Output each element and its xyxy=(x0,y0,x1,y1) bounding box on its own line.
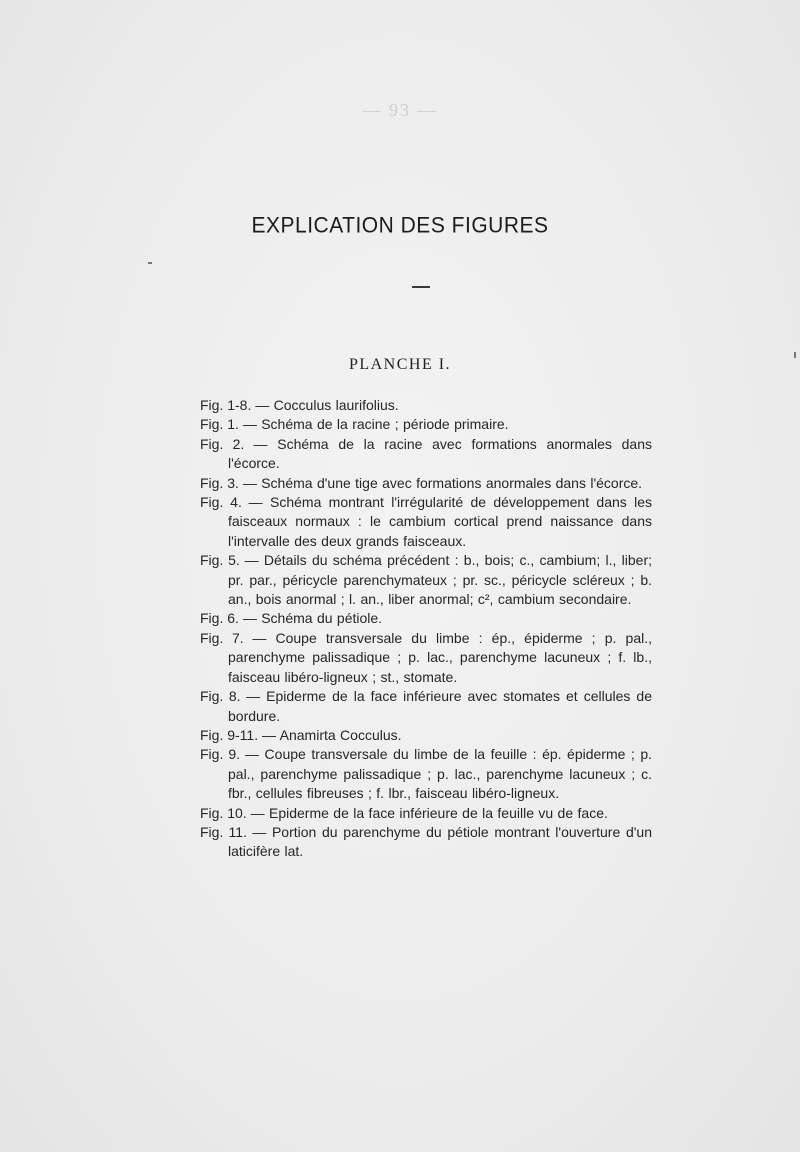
figure-description: — Détails du schéma précédent : b., bois; c., cambium; l., liber; pr. par., péricycle parenchymateux ; pr. sc., péricycle scléreux ; b. an., bois anormal ; l. an., liber anormal; c², cambium secondaire. xyxy=(228,552,653,608)
page-edge-mark xyxy=(148,262,152,264)
figure-description: — Schéma d'une tige avec formations anormales dans l'écorce. xyxy=(242,474,643,491)
figure-label: Fig. 9-11. xyxy=(200,726,259,743)
figure-label: Fig. 6. xyxy=(200,610,239,627)
figure-entry xyxy=(200,493,652,551)
figure-description: — Cocculus laurifolius. xyxy=(255,397,399,413)
figure-label: Fig. 5. xyxy=(200,552,240,569)
figure-entry xyxy=(200,396,652,415)
figure-label: Fig. 2. xyxy=(200,435,245,452)
figure-entry xyxy=(200,415,652,434)
figure-description: — Coupe transversale du limbe de la feuille : ép. épiderme ; p. pal., parenchyme palissadique ; p. lac., parenchyme lacuneux ; c. fbr., cellules fibreuses ; f. lbr., faisceau libéro-ligneux. xyxy=(228,746,652,802)
figure-description: — Portion du parenchyme du pétiole montrant l'ouverture d'un laticifère lat. xyxy=(228,823,652,860)
figure-entry xyxy=(200,823,652,862)
figure-label: Fig. 7. xyxy=(200,629,244,646)
figure-label: Fig. 4. xyxy=(200,494,242,511)
figure-entry xyxy=(200,551,652,609)
figure-description: — Coupe transversale du limbe : ép., épiderme ; p. pal., parenchyme palissadique ; p. lac., parenchyme lacuneux ; f. lb., faisceau libéro-ligneux ; st., stomate. xyxy=(228,629,653,685)
figure-description: — Schéma du pétiole. xyxy=(242,610,383,627)
figure-description: — Epiderme de la face inférieure de la feuille vu de face. xyxy=(250,804,608,821)
figure-description: — Anamirta Cocculus. xyxy=(262,726,402,743)
page-edge-mark xyxy=(794,352,796,358)
figure-entry xyxy=(200,726,652,745)
figure-entry xyxy=(200,435,652,474)
figure-entry xyxy=(200,687,652,726)
figure-label: Fig. 3. xyxy=(200,474,239,491)
figure-description: — Schéma de la racine avec formations anormales dans l'écorce. xyxy=(228,435,652,472)
page-number: — 93 — xyxy=(362,100,438,120)
figure-description: — Epiderme de la face inférieure avec stomates et cellules de bordure. xyxy=(228,688,652,724)
title-separator xyxy=(412,286,430,288)
figure-entry xyxy=(200,609,652,628)
figure-label: Fig. 1. xyxy=(200,416,239,433)
figure-entry xyxy=(200,474,652,493)
figure-label: Fig. 1-8. xyxy=(200,397,252,413)
figure-description: — Schéma de la racine ; période primaire. xyxy=(242,416,509,433)
plate-heading: PLANCHE I. xyxy=(348,356,452,373)
page-title: EXPLICATION DES FIGURES xyxy=(251,213,549,238)
figure-label: Fig. 10. xyxy=(200,804,247,821)
figure-entry xyxy=(200,629,652,687)
figure-label: Fig. 9. xyxy=(200,746,241,763)
figure-list xyxy=(200,396,652,862)
figure-label: Fig. 11. xyxy=(200,823,247,840)
figure-entry xyxy=(200,804,652,823)
figure-description: — Schéma montrant l'irrégularité de développement dans les faisceaux normaux : le cambium cortical prend naissance dans l'intervalle des deux grands faisceaux. xyxy=(228,494,652,549)
figure-label: Fig. 8. xyxy=(200,688,241,705)
figure-entry xyxy=(200,745,652,803)
